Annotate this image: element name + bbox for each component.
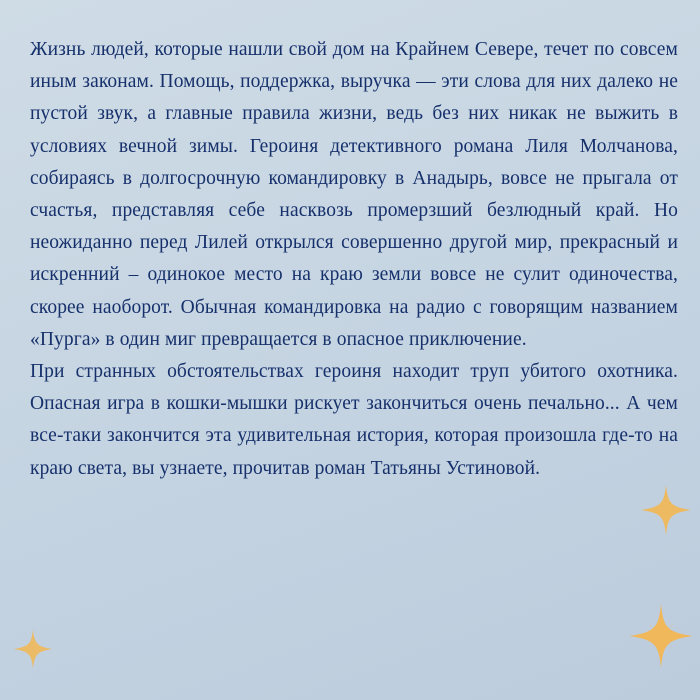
paragraph-2: При странных обстоятельствах героиня находит труп убитого охотника. Опасная игра в кошки-мышки рискует закончиться очень печально... А чем все-таки закончится эта удивительная история, которая произошла где-то на краю света, вы узнаете, прочитав роман Татьяны Устиновой. <box>30 361 678 479</box>
book-description-text <box>30 34 678 485</box>
sparkle-small-bottom-left-icon <box>12 628 54 670</box>
paragraph-1: Жизнь людей, которые нашли свой дом на Крайнем Севере, течет по совсем иным законам. Помощь, поддержка, выручка — эти слова для них далеко не пустой звук, а главные правила жизни, ведь без них никак не выжить в условиях вечной зимы. Героиня детективного романа Лиля Молчанова, собираясь в долгосрочную командировку в Анадырь, вовсе не прыгала от счастья, представляя себе насквозь промерзший безлюдный край. Но неожиданно перед Лилей открылся совершенно другой мир, прекрасный и искренний – одинокое место на краю земли вовсе не сулит одиночества, скорее наоборот. Обычная командировка на радио с говорящим названием «Пурга» в один миг превращается в опасное приключение. <box>30 39 678 350</box>
sparkle-medium-right-icon <box>640 484 692 536</box>
sparkle-large-bottom-right-icon <box>629 604 693 668</box>
